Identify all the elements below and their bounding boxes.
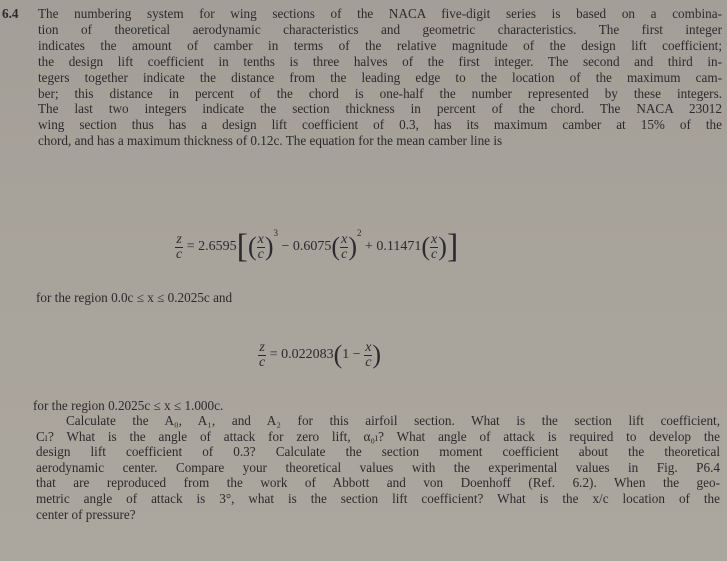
- z-over-c-fraction: $\frac{z}{c}$: [176, 231, 183, 262]
- x-over-c-fraction: $\frac{x}{c}$: [431, 231, 438, 262]
- paragraph-line: The numbering system for wing sections of the NACA five-digit series is based on a combina-: [38, 6, 722, 21]
- region-text-1: for the region 0.0c ≤ x ≤ 0.2025c and: [36, 290, 233, 305]
- question-line: aerodynamic center. Compare your theoretical values with the experimental values in Fig. P6.4: [36, 459, 720, 475]
- exponent: 3: [273, 228, 279, 239]
- question-line: center of pressure?: [36, 506, 136, 522]
- camber-equation-1: $\frac{z}{c}$ = 2.6595[( $\frac{x}{c}$ )$^3$ − 0.6075( $\frac{x}{c}$ )$^2$ + 0.11471( $\frac{x}{c}$ )]: [176, 228, 459, 265]
- one-minus: 1 −: [342, 347, 361, 363]
- question-line: that are reproduced from the work of Abbott and von Doenhoff (Ref. 6.2). When the geo-: [36, 475, 720, 491]
- z-over-c-fraction: $\frac{z}{c}$: [259, 339, 266, 370]
- paragraph-line: tegers together indicate the distance from the leading edge to the location of the maximum cam-: [38, 69, 722, 85]
- coefficient: = 2.6595: [186, 239, 237, 255]
- paragraph-line: chord, and has a maximum thickness of 0.12c. The equation for the mean camber line is: [38, 133, 503, 149]
- question-line: Cₗ? What is the angle of attack for zero lift, α₀ₗ? What angle of attack is required to develop the: [36, 428, 720, 444]
- region-text-2: for the region 0.2025c ≤ x ≤ 1.000c.: [33, 398, 224, 413]
- problem-number: 6.4: [2, 6, 19, 21]
- question-line: Calculate the A₀, A₁, and A₂ for this airfoil section. What is the section lift coefficient,: [66, 413, 720, 428]
- paragraph-line: indicates the amount of camber in terms of the relative magnitude of the design lift coefficient;: [38, 37, 722, 53]
- question-paragraph: [36, 413, 720, 522]
- exponent: 2: [356, 228, 362, 239]
- paragraph-line: ber; this distance in percent of the chord is one-half the number represented by these integers.: [38, 85, 722, 101]
- paragraph-line: the design lift coefficient in tenths is three halves of the first integer. The second and third in-: [38, 53, 722, 69]
- x-over-c-fraction: $\frac{x}{c}$: [365, 339, 372, 370]
- term: − 0.6075: [281, 239, 332, 255]
- paragraph-line: tion of theoretical aerodynamic characteristics and geometric characteristics. The first integer: [38, 21, 722, 37]
- question-line: metric angle of attack is 3°, what is the section lift coefficient? What is the x/c location of the: [36, 490, 720, 506]
- coefficient: = 0.022083: [269, 347, 334, 363]
- problem-paragraph: [2, 6, 722, 149]
- paragraph-line: wing section thus has a design lift coefficient of 0.3, has its maximum camber at 15% of the: [38, 117, 722, 133]
- x-over-c-fraction: $\frac{x}{c}$: [257, 231, 264, 262]
- camber-equation-2: $\frac{z}{c}$ = 0.022083(1 − $\frac{x}{c}$ ): [259, 339, 382, 370]
- x-over-c-fraction: $\frac{x}{c}$: [341, 231, 348, 262]
- term: + 0.11471: [364, 239, 422, 255]
- paragraph-line: The last two integers indicate the section thickness in percent of the chord. The NACA 23012: [38, 101, 722, 117]
- question-line: design lift coefficient of 0.3? Calculate the section moment coefficient about the theoretical: [36, 444, 720, 460]
